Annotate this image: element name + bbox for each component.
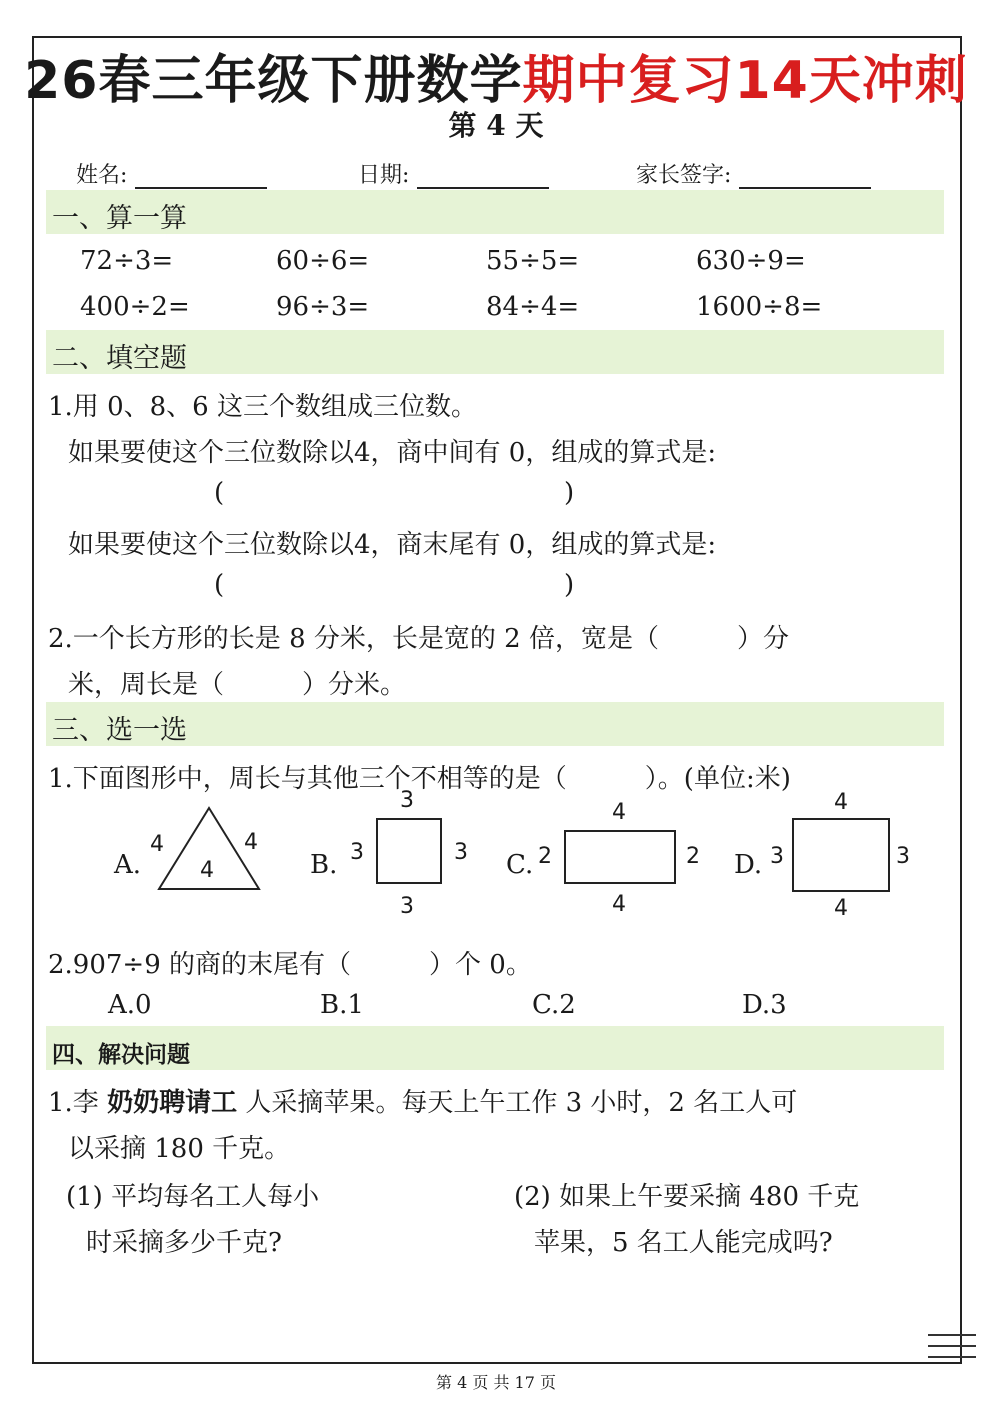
parent-signature-field[interactable]: 家长签字: [636, 158, 871, 189]
solve-question-1: 1.李 奶奶聘请工 人采摘苹果。每天上午工作 3 小时，2 名工人可 [48, 1088, 798, 1118]
square-top-side: 3 [400, 788, 414, 813]
calc-item: 1600÷8= [696, 292, 823, 322]
calc-item: 60÷6= [276, 246, 370, 276]
section-header-calc: 一、算一算 [46, 190, 944, 234]
solve-question-1-cont: 以采摘 180 千克。 [68, 1134, 291, 1164]
rectangle-c-figure [564, 830, 676, 884]
option-d-label[interactable]: D. [734, 850, 763, 880]
rectangle-d-right-side: 3 [896, 844, 910, 869]
rectangle-d-figure [792, 818, 890, 892]
triangle-left-side: 4 [150, 832, 164, 857]
calc-item: 55÷5= [486, 246, 580, 276]
sub-question-2: (2) 如果上午要采摘 480 千克 [514, 1182, 860, 1212]
option-b-label[interactable]: B. [310, 850, 338, 880]
answer-paren-open[interactable]: ( [214, 570, 225, 600]
fill-question-1a: 如果要使这个三位数除以4，商中间有 0，组成的算式是: [68, 438, 717, 468]
rectangle-c-left-side: 2 [538, 844, 552, 869]
choose-option[interactable]: D.3 [742, 990, 787, 1020]
option-c-label[interactable]: C. [506, 850, 534, 880]
sub-question-1: (1) 平均每名工人每小 [66, 1182, 320, 1212]
sub-question-2-cont: 苹果，5 名工人能完成吗? [534, 1228, 833, 1258]
answer-paren-open[interactable]: ( [214, 478, 225, 508]
date-field[interactable]: 日期: [358, 158, 549, 189]
rectangle-c-right-side: 2 [686, 844, 700, 869]
answer-paren-close[interactable]: ) [564, 478, 575, 508]
choose-option[interactable]: A.0 [108, 990, 152, 1020]
square-right-side: 3 [454, 840, 468, 865]
page-title: 26春三年级下册数学期中复习14天冲刺 [24, 51, 968, 111]
calc-item: 400÷2= [80, 292, 190, 322]
rectangle-d-bottom-side: 4 [834, 896, 848, 921]
fill-question-2: 2.一个长方形的长是 8 分米，长是宽的 2 倍，宽是（ ）分 [48, 624, 789, 654]
rectangle-c-bottom-side: 4 [612, 892, 626, 917]
choose-question-1: 1.下面图形中，周长与其他三个不相等的是（ ）。(单位:米) [48, 764, 791, 794]
square-left-side: 3 [350, 840, 364, 865]
choose-option[interactable]: C.2 [532, 990, 576, 1020]
page-footer: 第 4 页 共 17 页 [436, 1373, 556, 1392]
calc-item: 72÷3= [80, 246, 174, 276]
decorative-lines [928, 1334, 976, 1367]
rectangle-d-top-side: 4 [834, 790, 848, 815]
answer-paren-close[interactable]: ) [564, 570, 575, 600]
choose-question-2: 2.907÷9 的商的末尾有（ ）个 0。 [48, 950, 532, 980]
option-a-label[interactable]: A. [114, 850, 142, 880]
rectangle-d-left-side: 3 [770, 844, 784, 869]
calc-item: 84÷4= [486, 292, 580, 322]
square-figure [376, 818, 442, 884]
section-header-choose: 三、选一选 [46, 702, 944, 746]
calc-item: 96÷3= [276, 292, 370, 322]
sub-question-1-cont: 时采摘多少千克? [86, 1228, 282, 1258]
fill-question-2-cont: 米，周长是（ ）分米。 [68, 670, 407, 700]
choose-option[interactable]: B.1 [320, 990, 364, 1020]
section-header-fill: 二、填空题 [46, 330, 944, 374]
section-header-solve: 四、解决问题 [46, 1026, 944, 1070]
day-label: 第 4 天 [448, 109, 544, 142]
fill-question-1: 1.用 0、8、6 这三个数组成三位数。 [48, 392, 477, 422]
square-bottom-side: 3 [400, 894, 414, 919]
fill-question-1b: 如果要使这个三位数除以4，商末尾有 0，组成的算式是: [68, 530, 717, 560]
rectangle-c-top-side: 4 [612, 800, 626, 825]
name-field[interactable]: 姓名: [76, 158, 267, 189]
triangle-bottom-side: 4 [200, 858, 214, 883]
calc-item: 630÷9= [696, 246, 806, 276]
triangle-right-side: 4 [244, 830, 258, 855]
